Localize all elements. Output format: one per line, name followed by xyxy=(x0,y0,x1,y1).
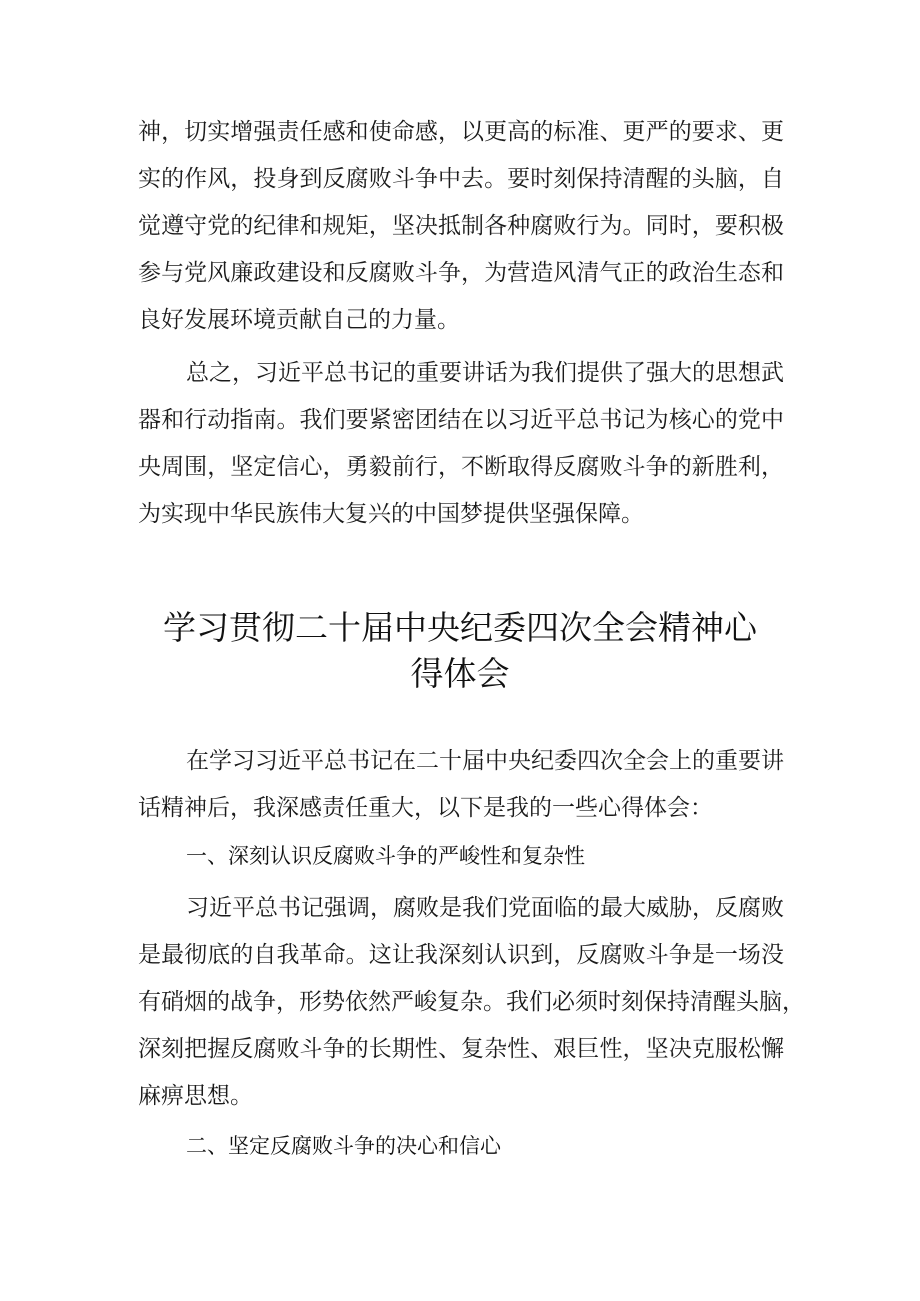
text-line: 话精神后，我深感责任重大，以下是我的一些心得体会： xyxy=(138,795,713,821)
text-line: 觉遵守党的纪律和规矩，坚决抵制各种腐败行为。同时，要积极 xyxy=(138,213,784,239)
text-line: 为实现中华民族伟大复兴的中国梦提供坚强保障。 xyxy=(138,501,644,527)
title-line: 得体会 xyxy=(410,654,510,693)
text-line: 器和行动指南。我们要紧密团结在以习近平总书记为核心的党中 xyxy=(138,407,784,433)
section-heading: 一、深刻认识反腐败斗争的严峻性和复杂性 xyxy=(186,844,585,868)
text-line: 有硝烟的战争，形势依然严峻复杂。我们必须时刻保持清醒头脑， xyxy=(138,989,805,1015)
text-line: 参与党风廉政建设和反腐败斗争，为营造风清气正的政治生态和 xyxy=(138,260,784,286)
text-line: 央周围，坚定信心，勇毅前行，不断取得反腐败斗争的新胜利， xyxy=(138,454,784,480)
section-heading: 二、坚定反腐败斗争的决心和信心 xyxy=(186,1134,501,1158)
text-line: 实的作风，投身到反腐败斗争中去。要时刻保持清醒的头脑，自 xyxy=(138,166,784,192)
text-line: 麻痹思想。 xyxy=(138,1083,253,1109)
text-line: 良好发展环境贡献自己的力量。 xyxy=(138,307,460,333)
text-line: 神，切实增强责任感和使命感，以更高的标准、更严的要求、更 xyxy=(138,119,784,145)
text-line: 总之，习近平总书记的重要讲话为我们提供了强大的思想武 xyxy=(186,360,784,386)
text-line: 习近平总书记强调，腐败是我们党面临的最大威胁，反腐败 xyxy=(186,895,784,921)
text-line: 是最彻底的自我革命。这让我深刻认识到，反腐败斗争是一场没 xyxy=(138,942,784,968)
title-line: 学习贯彻二十届中央纪委四次全会精神心 xyxy=(163,608,757,647)
text-line: 在学习习近平总书记在二十届中央纪委四次全会上的重要讲 xyxy=(186,748,784,774)
text-line: 深刻把握反腐败斗争的长期性、复杂性、艰巨性，坚决克服松懈 xyxy=(138,1036,784,1062)
